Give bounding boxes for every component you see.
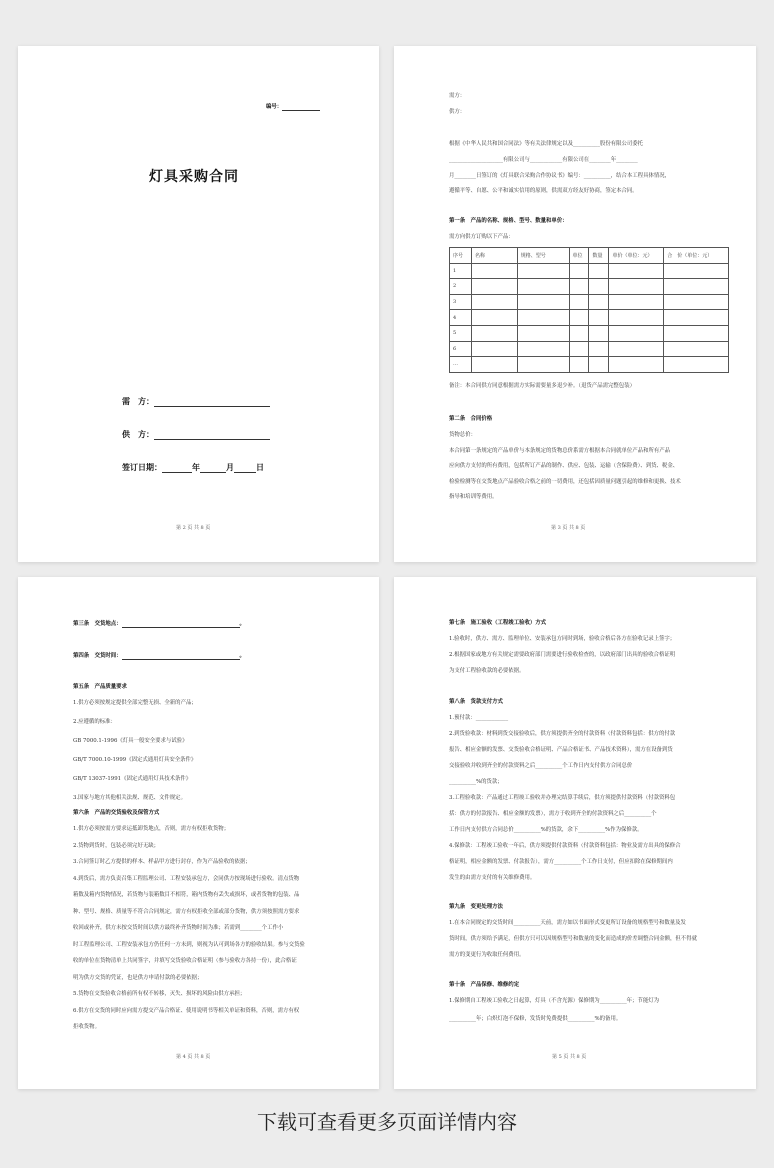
article-7-line: 2.根据国家或地方有关规定需要政府部门需要进行验收检查的，以政府部门出具的验收合格证明: [449, 652, 676, 658]
buyer-field: 需 方：: [122, 396, 270, 407]
table-note: 备注：本合同供方同意根据需方实际需要量多退少补。（退货产品需完整包装）: [449, 383, 635, 389]
article-6-line: 时工程监理公司、工程安装承包方仍任何一方未到，则视为认可到场各方的验收结果。参与交货验: [73, 941, 305, 948]
table-cell: [664, 357, 729, 373]
article-5-line: GB 7000.1-1996《灯具一般安全要求与试验》: [73, 738, 188, 744]
article-6-line: 2.货物到货时，包装必须完好无缺；: [73, 842, 160, 849]
article-1-intro: 需方向供方订购以下产品：: [449, 234, 514, 240]
contract-preamble-line: 遵循平等、自愿、公平和诚实信用的原则，供需双方经友好协商，签定本合同。: [449, 188, 638, 194]
table-cell: [609, 341, 664, 357]
article-2-line: 指导和培训等费用。: [449, 494, 498, 500]
article-6-title: 第六条 产品的交货验收及保管方式: [73, 810, 160, 816]
article-10-line: 1.保修期自工程竣工验收之日起算，灯具（不含光源）保修期为__________年；节能灯为: [449, 998, 659, 1004]
table-cell: [471, 341, 517, 357]
table-cell: [569, 357, 589, 373]
article-6-line: 收的单位在货物清单上共同签字，并填写交货验收合格证明（参与验收方各持一份），此合格证: [73, 958, 297, 964]
article-8-line: 括：供方的付款报告、相应金额的发票），需方于收到齐全的付款资料之后__________个: [449, 811, 657, 817]
table-cell: [589, 341, 609, 357]
article-8-line: 报告、相应金额的发票、交货验收合格证明、产品合格证书、产品技术资料），需方在设备到货: [449, 747, 673, 753]
table-cell: [471, 357, 517, 373]
table-cell: [664, 310, 729, 326]
page-footer: 第 3 页 共 8 页: [551, 525, 586, 531]
article-6-line: 明为供方交货的凭证，也是供方申请付款的必要依据；: [73, 974, 203, 981]
article-3: 第三条 交货地点： 。: [73, 621, 245, 627]
article-9-line: 货时间，供方须给予满足，但供方只可以因规格型号和数量的变化而造成的价差调整合同金额，但不得就: [449, 936, 697, 942]
article-7-line: 为支付工程验收款的必要依据。: [449, 668, 525, 674]
table-cell: [471, 279, 517, 295]
article-5-title: 第五条 产品质量要求: [73, 684, 127, 690]
page-footer: 第 4 页 共 8 页: [176, 1054, 211, 1060]
page-4: [18, 577, 379, 1089]
article-8-line: 1.预付款：____________: [449, 715, 509, 721]
article-6-line: 种、型号、规格、质量等不符合合同规定，需方有权拒收全部或部分货物，供方须按照需方要求: [73, 908, 300, 915]
article-2-title: 第二条 合同价格: [449, 416, 493, 422]
article-9-line: 1.在本合同规定的交货时间__________天前，需方如以书面形式变更所订设备的规格型号和数量及发: [449, 920, 686, 926]
table-cell: [609, 310, 664, 326]
article-8-line: 工作日内支付供方合同总价__________%的货款，余下__________%作为保修款。: [449, 827, 643, 833]
article-6-line: 4.到货后，需方负责召集工程监理公司、工程安装承包方，会同供方按现场进行验收。清点货物: [73, 875, 300, 882]
table-cell: [517, 310, 569, 326]
article-9-title: 第九条 变更处理方法: [449, 904, 503, 910]
table-cell: [589, 357, 609, 373]
table-cell: [569, 310, 589, 326]
contract-title: 灯具采购合同: [149, 169, 239, 185]
article-6-line: 拒收货物。: [73, 1024, 100, 1030]
contract-preamble-line: 供方：: [449, 109, 466, 115]
table-row: [450, 294, 729, 310]
article-8-title: 第八条 货款支付方式: [449, 699, 503, 705]
table-cell: 5: [450, 325, 472, 341]
table-cell: [569, 325, 589, 341]
page-footer: 第 5 页 共 8 页: [552, 1054, 587, 1060]
article-8-line: 3.工程验收款：产品通过工程竣工验收并办理完结算手续后，供方须提供付款资料（付款资料包: [449, 795, 676, 801]
sign-date-field: 签订日期： 年 月 日: [122, 462, 264, 472]
table-header-cell: 单价（单位：元）: [609, 248, 664, 264]
table-cell: [517, 263, 569, 279]
table-cell: 1: [450, 263, 472, 279]
contract-preamble-line: ____________________有限公司与____________有限公司在________年________: [449, 157, 638, 163]
article-4: 第四条 交货时间： 。: [73, 653, 245, 659]
article-5-line: 1.供方必须按规定提供全部完整无损、全新的产品；: [73, 700, 197, 706]
table-cell: [569, 279, 589, 295]
article-8-line: 2.到货验收款：材料到货交接验收后，供方须提供齐全的付款资料（付款资料包括：供方的付款: [449, 731, 676, 737]
table-cell: [589, 279, 609, 295]
article-2-line: 本合同第一条规定的产品单价与本条规定的货物总价系需方根据本合同就单位产品和所有产品: [449, 447, 671, 454]
table-cell: 2: [450, 279, 472, 295]
table-cell: [517, 325, 569, 341]
article-5-line: GB/T 7000.10-1999《固定式通用灯具安全条件》: [73, 757, 197, 763]
page-5: [394, 577, 756, 1089]
supplier-field: 供 方：: [122, 429, 270, 440]
table-cell: [609, 279, 664, 295]
table-cell: [569, 263, 589, 279]
article-6-line: 6.供方在交货的同时应向需方提交产品合格证、使用说明书等相关单证和资料，否则，需方有权: [73, 1007, 300, 1014]
article-5-line: GB/T 13037-1991《固定式通用灯具技术条件》: [73, 776, 192, 782]
table-row: [450, 263, 729, 279]
table-row: [450, 357, 729, 373]
table-cell: [517, 341, 569, 357]
table-cell: [664, 341, 729, 357]
table-cell: [664, 325, 729, 341]
contract-preamble-line: 根据《中华人民共和国合同法》等有关法律规定以及__________股份有限公司委托: [449, 141, 644, 147]
table-header-row: [450, 248, 729, 264]
article-10-line: __________年；白炽灯泡不保修，发货时免费提供__________%的备用。: [449, 1016, 622, 1022]
article-9-line: 需方的变更行为收取任何费用。: [449, 952, 525, 958]
article-7-line: 1.验收时，供方、需方、监理单位、安装承包方同时到场，验收合格后各方在验收记录上签字；: [449, 636, 676, 642]
table-cell: [589, 294, 609, 310]
table-cell: [589, 310, 609, 326]
table-cell: [609, 294, 664, 310]
article-6-line: 收回或补齐，供方未按交货时间以供方最终补齐货物时间为准；若需到________个工作小: [73, 925, 284, 931]
table-row: [450, 310, 729, 326]
table-header-cell: 单位: [569, 248, 589, 264]
table-cell: [471, 325, 517, 341]
table-cell: [471, 294, 517, 310]
page-footer: 第 2 页 共 8 页: [176, 525, 211, 531]
table-row: [450, 325, 729, 341]
article-5-line: 3.国家与地方其他相关法规、规范、文件规定。: [73, 795, 186, 801]
table-cell: [517, 357, 569, 373]
article-1-title: 第一条 产品的名称、规格、型号、数量和单价：: [449, 218, 568, 224]
article-8-line: 格证明，相应金额的发票、付款报告），需方__________个工作日支付，但应扣除在保修期间内: [449, 859, 673, 865]
table-cell: 3: [450, 294, 472, 310]
table-cell: [664, 294, 729, 310]
article-5-line: 2.应遵循的标准：: [73, 719, 116, 725]
table-header-cell: 数量: [589, 248, 609, 264]
contract-preamble-line: 需方：: [449, 93, 466, 99]
contract-preamble-line: 月________日签订的《灯具联合采购合作协议书》编号：__________，结合本工程具体情况，: [449, 173, 671, 179]
table-cell: 4: [450, 310, 472, 326]
article-2-line: 应向供方支付的所有费用，包括所订产品的制作、供应、包装、运输（含保险费）、到货、税金、: [449, 463, 679, 469]
table-cell: [589, 325, 609, 341]
table-cell: [569, 341, 589, 357]
table-cell: [664, 263, 729, 279]
page-2-cover: [18, 46, 379, 562]
article-6-line: 1.供方必须按需方要求运抵卸货地点，否则，需方有权拒收货物；: [73, 826, 230, 832]
article-2-line: 检验检测等在交货地点产品验收合格之前的一切费用，还包括因质量问题引起的维修和更换、技术: [449, 478, 681, 485]
table-cell: [609, 263, 664, 279]
table-cell: [517, 279, 569, 295]
table-cell: [664, 279, 729, 295]
article-6-line: 5.货物在交货验收合格前所有权不转移，灭失、损坏的风险由供方承担；: [73, 991, 246, 997]
table-cell: [517, 294, 569, 310]
table-header-cell: 序号: [450, 248, 472, 264]
table-row: [450, 279, 729, 295]
contract-number-field: 编号：: [266, 104, 320, 111]
table-header-cell: 合 价（单位：元）: [664, 248, 729, 264]
page-3: [394, 46, 756, 562]
article-8-line: __________%的货款；: [449, 779, 503, 785]
article-2-line: 货物总价：: [449, 432, 476, 438]
table-cell: …: [450, 357, 472, 373]
article-8-line: 4.保修款：工程竣工验收一年后，供方须提供付款资料（付款资料包括：物业及需方出具的保修合: [449, 843, 681, 849]
table-header-cell: 规格、型号: [517, 248, 569, 264]
article-6-line: 箱数及箱内货物情况，若货物与装箱数目不相符，箱内货物有丢失或损坏，或者货物的包装、品: [73, 892, 300, 898]
table-cell: [471, 263, 517, 279]
article-10-title: 第十条 产品保修、维修约定: [449, 982, 520, 988]
article-8-line: 交接验收并收到齐全的付款资料之后__________个工作日内支付供方合同总价: [449, 763, 633, 769]
table-cell: [609, 357, 664, 373]
table-header-cell: 名称: [471, 248, 517, 264]
download-more-caption: 下载可查看更多页面详情内容: [257, 1110, 517, 1134]
table-cell: [471, 310, 517, 326]
table-cell: [569, 294, 589, 310]
table-cell: [589, 263, 609, 279]
table-row: [450, 341, 729, 357]
article-8-line: 发生的由需方支付的有关维修费用。: [449, 875, 536, 881]
article-6-line: 3.合同签订时乙方提供的样本、样品甲方进行封存，作为产品验收的依据；: [73, 859, 251, 865]
table-cell: 6: [450, 341, 472, 357]
article-7-title: 第七条 施工验收（工程竣工验收）方式: [449, 620, 547, 626]
goods-table: [449, 247, 729, 373]
table-cell: [609, 325, 664, 341]
